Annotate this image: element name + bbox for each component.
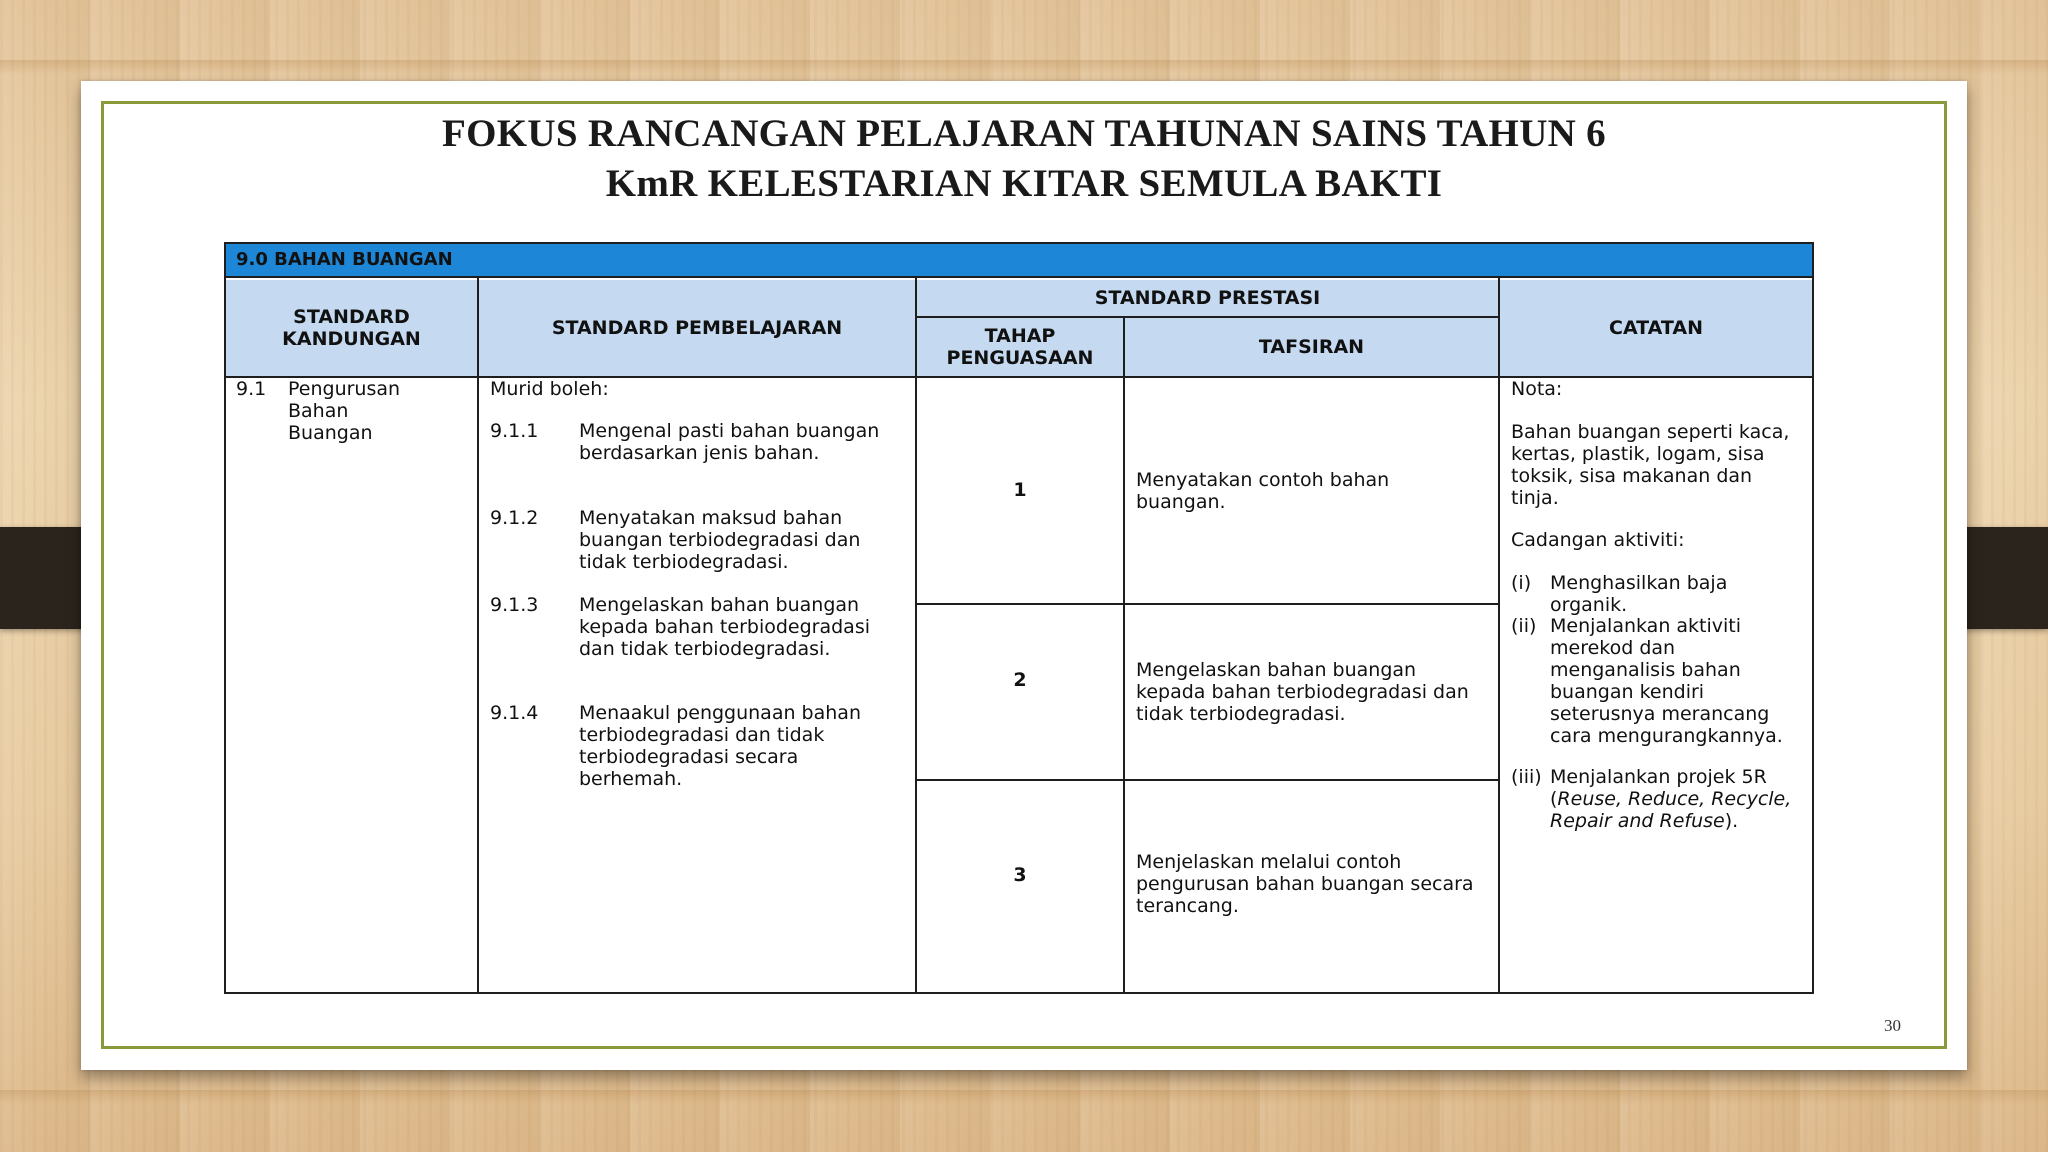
pembelajaran-code: 9.1.1 [490, 420, 539, 442]
tafsiran-level-1: Menyatakan contoh bahan buangan. [1136, 469, 1390, 513]
activity-item [1550, 766, 1805, 832]
header-standard-kandungan [226, 280, 477, 376]
kandungan-number: 9.1 [236, 378, 267, 400]
pembelajaran-item: Mengelaskan bahan buangan kepada bahan terbiodegradasi dan tidak terbiodegradasi. [579, 594, 870, 660]
activity-marker: (i) [1511, 572, 1532, 594]
header-bottom-divider [226, 376, 1812, 378]
pembelajaran-item: Mengenal pasti bahan buangan berdasarkan jenis bahan. [579, 420, 880, 464]
pembelajaran-code: 9.1.3 [490, 594, 539, 616]
wood-texture [0, 1090, 2048, 1104]
header-tahap-penguasaan [917, 318, 1123, 376]
page-number: 30 [1884, 1016, 1901, 1035]
pembelajaran-code: 9.1.2 [490, 507, 539, 529]
header-standard-pembelajaran [479, 280, 915, 376]
column-divider [915, 278, 917, 994]
activity-text: Menjalankan projek 5R ( [1550, 766, 1767, 810]
slide [81, 81, 1967, 1070]
wood-texture [0, 60, 2048, 74]
row-divider [917, 779, 1498, 781]
tafsiran-level-3: Menjelaskan melalui contoh pengurusan bahan buangan secara terancang. [1136, 851, 1474, 917]
column-divider [477, 278, 479, 994]
catatan-cadangan-label: Cadangan aktiviti: [1511, 529, 1685, 551]
pembelajaran-item: Menaakul penggunaan bahan terbiodegradasi dan tidak terbiodegradasi secara berhemah. [579, 702, 861, 790]
header-standard-kandungan-label: STANDARD KANDUNGAN [282, 306, 421, 350]
row-divider [917, 603, 1498, 605]
section-title: 9.0 BAHAN BUANGAN [226, 244, 1812, 278]
tahap-level-3: 3 [1013, 864, 1027, 886]
activity-marker: (iii) [1511, 766, 1542, 788]
column-divider [1498, 278, 1500, 994]
catatan-nota-label: Nota: [1511, 378, 1563, 400]
slide-title-line2: KmR KELESTARIAN KITAR SEMULA BAKTI [605, 162, 1443, 205]
activity-suffix: ). [1724, 810, 1739, 832]
activity-item: Menghasilkan baja organik. [1550, 572, 1728, 616]
pembelajaran-code: 9.1.4 [490, 702, 539, 724]
curriculum-table [224, 242, 1814, 994]
header-tafsiran [1125, 318, 1498, 376]
header-catatan [1500, 280, 1812, 376]
catatan-nota-text: Bahan buangan seperti kaca, kertas, plastik, logam, sisa toksik, sisa makanan dan tinja. [1511, 421, 1790, 509]
pembelajaran-intro: Murid boleh: [490, 378, 609, 400]
column-divider [1123, 316, 1125, 994]
kandungan-text: Pengurusan Bahan Buangan [288, 378, 401, 444]
pembelajaran-item: Menyatakan maksud bahan buangan terbiodegradasi dan tidak terbiodegradasi. [579, 507, 861, 573]
header-standard-pembelajaran-label: STANDARD PEMBELAJARAN [551, 317, 843, 339]
header-standard-prestasi [917, 280, 1498, 316]
slide-title-line1: FOKUS RANCANGAN PELAJARAN TAHUNAN SAINS TAHUN 6 [442, 112, 1606, 155]
header-standard-prestasi-label: STANDARD PRESTASI [1094, 287, 1321, 309]
tafsiran-level-2: Mengelaskan bahan buangan kepada bahan terbiodegradasi dan tidak terbiodegradasi. [1136, 659, 1469, 725]
activity-item: Menjalankan aktiviti merekod dan menganalisis bahan buangan kendiri seterusnya merancang cara mengurangkannya. [1550, 615, 1783, 747]
header-tahap-penguasaan-label: TAHAP PENGUASAAN [946, 325, 1094, 369]
header-catatan-label: CATATAN [1609, 317, 1703, 339]
activity-italic-text: Reuse, Reduce, Recycle, Repair and Refuse [1550, 788, 1792, 832]
tahap-level-2: 2 [1013, 669, 1027, 691]
header-tafsiran-label: TAFSIRAN [1258, 336, 1365, 358]
activity-marker: (ii) [1511, 615, 1537, 637]
row-divider [917, 316, 1498, 318]
tahap-level-1: 1 [1013, 479, 1027, 501]
